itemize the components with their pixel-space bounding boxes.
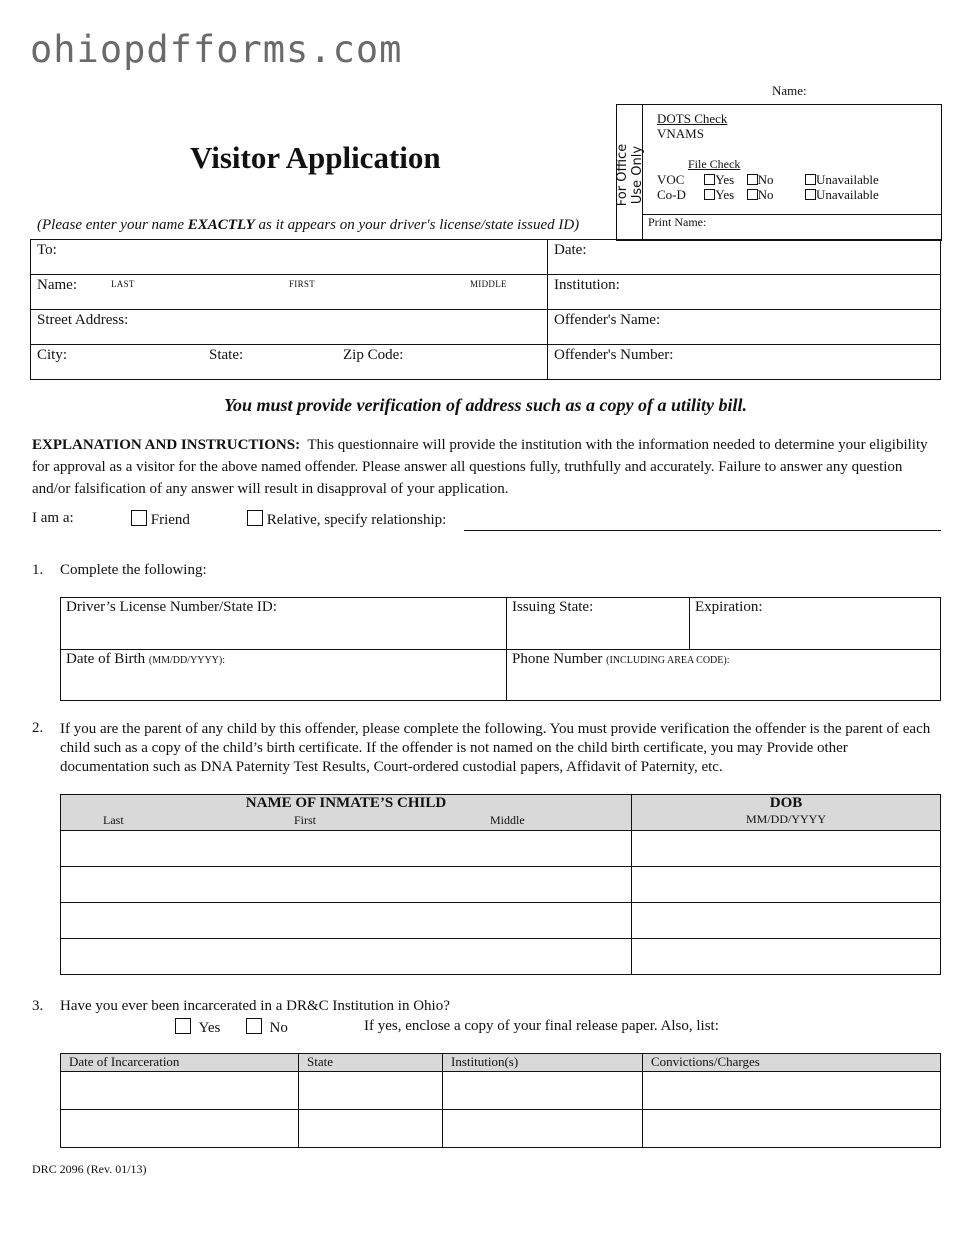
q3-no-checkbox[interactable] [246,1018,262,1034]
cod-no-checkbox[interactable] [747,189,758,200]
child-dob-cell[interactable] [632,939,941,975]
cod-yes-label: Yes [715,187,735,202]
office-checks [657,111,727,141]
incarceration-convictions-cell[interactable] [643,1072,941,1110]
state-label: State: [209,347,244,363]
name-last-label: LAST [111,279,135,289]
to-field[interactable]: To: [31,240,548,275]
q2-text: If you are the parent of any child by this offender, please complete the following. You must provide verification the offender is the parent of each child such as a copy of the child’s birth certificate. If the offender is not named on the child birth certificate, you may Provide other documentation such as DNA Paternity Test Results, Court-ordered custodial papers, Affidavit of Paternity, etc. [60,721,931,775]
cod-label: Co-D [657,187,686,202]
incarceration-date-cell[interactable] [61,1110,299,1148]
instructions-heading: EXPLANATION AND INSTRUCTIONS: [32,437,301,453]
child-first-header: First [294,813,317,827]
cod-no-label: No [757,187,774,202]
q3-yes-option [175,1018,220,1037]
incarceration-date-cell[interactable] [61,1072,299,1110]
page-title: Visitor Application [190,140,441,175]
incarceration-table [60,1053,941,1148]
name-middle-label: MIDDLE [470,279,507,289]
date-field[interactable]: Date: [548,240,941,275]
site-watermark: ohiopdfforms.com [30,28,403,71]
office-print-name-label: Print Name: [648,215,707,229]
incarceration-state-cell[interactable] [299,1072,443,1110]
instructions-body: This questionnaire will provide the institution with the information needed to determine your eligibility for approval as a visitor for the above named offender. Please answer all questions fully, truthfully and accurately. Failure to answer any question and/or falsification of any answer will result in disapproval of your application. [32,437,928,497]
visitor-name-field[interactable]: Name: LAST FIRST MIDDLE [31,275,548,310]
city-state-zip-field[interactable]: City: State: Zip Code: [31,345,548,380]
cod-unavailable-checkbox[interactable] [805,189,816,200]
offender-number-field[interactable]: Offender's Number: [548,345,941,380]
vnams-label: VNAMS [657,126,704,141]
issuing-state-field[interactable]: Issuing State: [507,598,690,650]
col-state: State [299,1054,443,1072]
children-dob-header: DOB MM/DD/YYYY [632,795,941,831]
voc-yes-checkbox[interactable] [704,174,715,185]
child-name-cell[interactable] [61,867,632,903]
voc-no-checkbox[interactable] [747,174,758,185]
voc-label: VOC [657,172,685,187]
voc-row [657,172,774,188]
child-name-cell[interactable] [61,939,632,975]
visitor-info-form [30,239,941,380]
institution-field[interactable]: Institution: [548,275,941,310]
col-convictions: Convictions/Charges [643,1054,941,1072]
friend-label: Friend [150,512,190,528]
name-first-label: FIRST [289,279,316,289]
voc-unavailable [805,172,879,188]
q1-number: 1. [32,562,44,578]
incarceration-institution-cell[interactable] [443,1072,643,1110]
expiration-field[interactable]: Expiration: [690,598,941,650]
cod-unavailable [805,187,879,203]
child-dob-cell[interactable] [632,867,941,903]
file-check-label: File Check [688,157,741,171]
drivers-license-field[interactable]: Driver’s License Number/State ID: [61,598,507,650]
cod-row [657,187,774,203]
q3-yes-label: Yes [198,1020,221,1036]
voc-unavailable-label: Unavailable [816,172,879,187]
phone-number-field[interactable]: Phone Number (INCLUDING AREA CODE): [507,650,941,701]
voc-yes-label: Yes [715,172,735,187]
relative-option [247,510,446,529]
q3-text: Have you ever been incarcerated in a DR&C Institution in Ohio? [60,998,450,1014]
relative-label: Relative, specify relationship: [266,512,447,528]
q1-text: Complete the following: [60,562,207,578]
incarceration-state-cell[interactable] [299,1110,443,1148]
voc-unavailable-checkbox[interactable] [805,174,816,185]
q3-number: 3. [32,998,44,1014]
q3-no-option [246,1018,288,1037]
col-date-incarceration: Date of Incarceration [61,1054,299,1072]
q3-note: If yes, enclose a copy of your final release paper. Also, list: [364,1018,719,1034]
address-verification-note: You must provide verification of address such as a copy of a utility bill. [224,395,747,415]
office-use-vertical-label: For Office Use Only [615,143,645,207]
child-name-cell[interactable] [61,903,632,939]
date-of-birth-field[interactable]: Date of Birth (MM/DD/YYYY): [61,650,507,701]
child-last-header: Last [103,813,124,827]
street-address-field[interactable]: Street Address: [31,310,548,345]
incarceration-convictions-cell[interactable] [643,1110,941,1148]
q3-no-label: No [269,1020,288,1036]
relationship-line[interactable] [464,530,941,531]
cod-unavailable-label: Unavailable [816,187,879,202]
instructions-paragraph [32,434,937,500]
col-institutions: Institution(s) [443,1054,643,1072]
friend-checkbox[interactable] [131,510,147,526]
children-name-header: NAME OF INMATE’S CHILD Last First Middle [61,795,632,831]
q2-number: 2. [32,720,44,736]
zip-label: Zip Code: [343,347,404,363]
relative-checkbox[interactable] [247,510,263,526]
q3-yes-checkbox[interactable] [175,1018,191,1034]
voc-no-label: No [757,172,774,187]
iam-label: I am a: [32,510,74,526]
form-number-footer: DRC 2096 (Rev. 01/13) [32,1162,147,1176]
dots-check-label: DOTS Check [657,111,728,126]
children-table [60,794,941,975]
id-info-table [60,597,941,701]
cod-yes-checkbox[interactable] [704,189,715,200]
name-instruction-note: (Please enter your name EXACTLY as it appears on your driver's license/state issued ID) [37,217,580,233]
child-middle-header: Middle [490,813,525,827]
offender-name-field[interactable]: Offender's Name: [548,310,941,345]
child-dob-cell[interactable] [632,831,941,867]
child-dob-cell[interactable] [632,903,941,939]
friend-option [131,510,190,529]
incarceration-institution-cell[interactable] [443,1110,643,1148]
office-name-label: Name: [772,83,807,98]
child-name-cell[interactable] [61,831,632,867]
